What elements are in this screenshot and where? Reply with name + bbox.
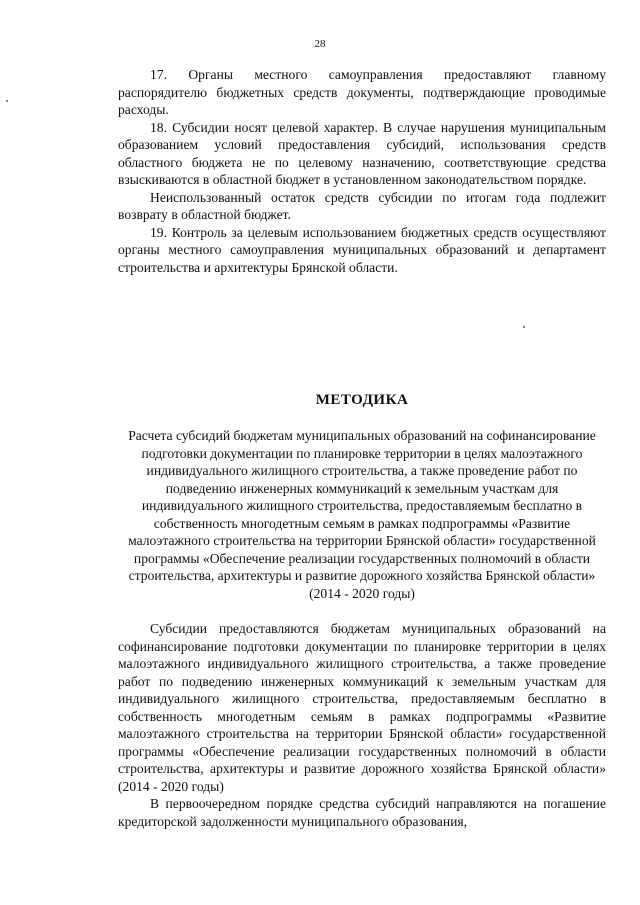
scan-speck bbox=[6, 100, 8, 102]
clause-17: 17. Органы местного самоуправления предоставляют главному распорядителю бюджетных средств документы, подтверждающие проводимые расходы. bbox=[118, 67, 606, 117]
methodology-title: МЕТОДИКА bbox=[315, 392, 409, 408]
page-number: 28 bbox=[314, 38, 326, 50]
methodology-subtitle: Расчета субсидий бюджетам муниципальных образований на софинансирование подготовки документации по планировке территории в целях малоэтажного индивидуального жилищного строительства, а также проведение работ по подведению инженерных коммуникаций к земельным участкам для индивидуального жилищного строительства, предоставляемым бесплатно в собственность многодетным семьям в рамках подпрограммы «Развитие малоэтажного строительства на территории Брянской области» государственной программы «Обеспечение реализации государственных полномочий в области строительства, архитектуры и развитие дорожного хозяйства Брянской области» (2014 - 2020 годы) bbox=[128, 428, 596, 601]
methodology-paragraph: В первоочередном порядке средства субсидий направляются на погашение кредиторской задолженности муниципального образования, bbox=[118, 796, 606, 829]
scan-speck bbox=[523, 326, 525, 328]
clauses-section bbox=[118, 66, 606, 276]
clause-18: 18. Субсидии носят целевой характер. В случае нарушения муниципальным образованием условий предоставления субсидий, использования средств областного бюджета не по целевому назначению, соответствующие средства взыскиваются в областной бюджет в установленном законодательством порядке. bbox=[118, 119, 606, 187]
methodology-heading bbox=[118, 392, 606, 602]
clause-18-remainder: Неиспользованный остаток средств субсидии по итогам года подлежит возврату в областной бюджет. bbox=[118, 189, 606, 222]
clause-19: 19. Контроль за целевым использованием бюджетных средств осуществляют органы местного самоуправления муниципальных образований и департамент строительства и архитектуры Брянской области. bbox=[118, 224, 606, 275]
methodology-body bbox=[118, 620, 606, 830]
methodology-paragraph: Субсидии предоставляются бюджетам муниципальных образований на софинансирование подготовки документации по планировке территории в целях малоэтажного индивидуального жилищного строительства, а также проведение работ по подведению инженерных коммуникаций к земельным участкам для индивидуального жилищного строительства, предоставляемым бесплатно в собственность многодетным семьям в рамках подпрограммы «Развитие малоэтажного строительства на территории Брянской области» государственной программы «Обеспечение реализации государственных полномочий в области строительства, архитектуры и развитие дорожного хозяйства Брянской области» (2014 - 2020 годы) bbox=[118, 621, 606, 794]
